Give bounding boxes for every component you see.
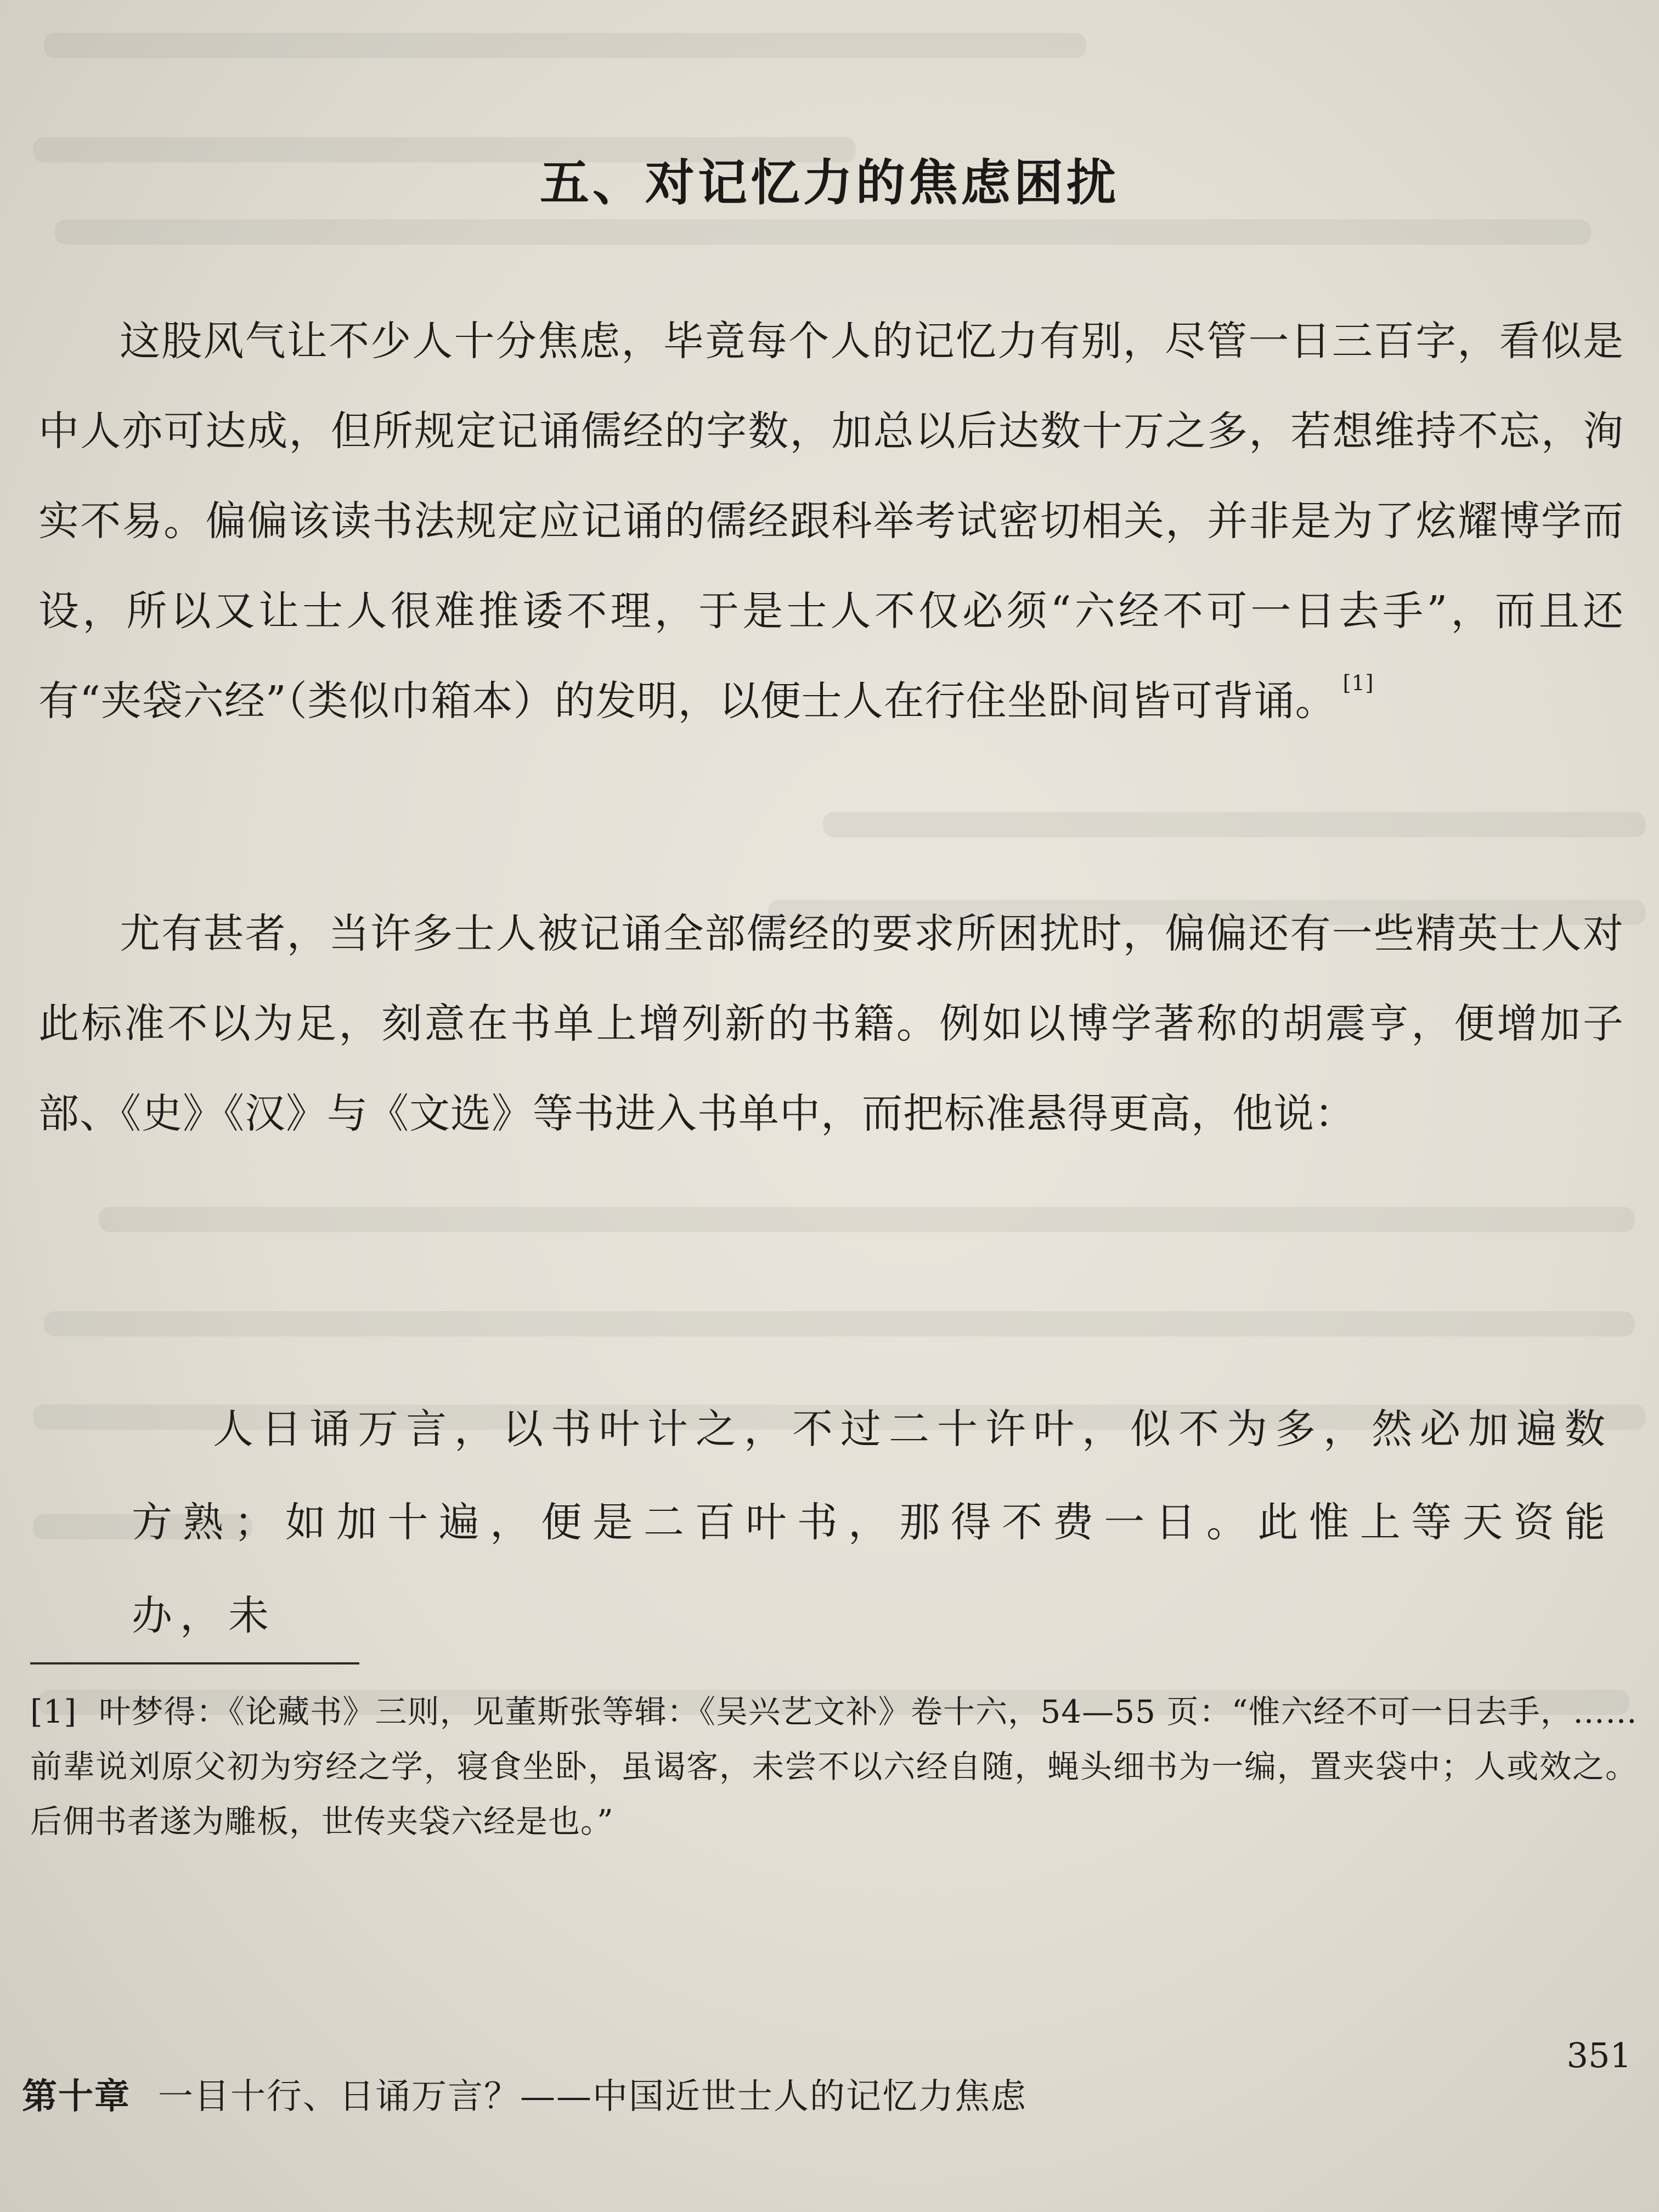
- footnote-text: 叶梦得：《论藏书》三则，见董斯张等辑：《吴兴艺文补》卷十六，54—55 页：“惟六经不可一日去手，……前辈说刘原父初为穷经之学，寝食坐卧，虽谒客，未尝不以六经自随，蝇头细书为一编，置夹袋中；人或效之。后佣书者遂为雕板，世传夹袋六经是也。”: [30, 1693, 1638, 1840]
- chapter-label: 第十章: [22, 2076, 131, 2117]
- footnote-number: [1]: [30, 1693, 77, 1730]
- section-title: 五、对记忆力的焦虑困扰: [540, 154, 1119, 212]
- page-number: 351: [1566, 2035, 1632, 2075]
- paragraph-1: [38, 296, 1624, 746]
- running-head: [22, 2068, 1027, 2119]
- chapter-title: 一目十行、日诵万言？——中国近世士人的记忆力焦虑: [158, 2076, 1027, 2117]
- block-quote: 人日诵万言，以书叶计之，不过二十许叶，似不为多，然必加遍数方熟；如加十遍，便是二百叶书，那得不费一日。此惟上等天资能办，未: [132, 1406, 1613, 1639]
- paragraph-1-text: 这股风气让不少人十分焦虑，毕竟每个人的记忆力有别，尽管一日三百字，看似是中人亦可达成，但所规定记诵儒经的字数，加总以后达数十万之多，若想维持不忘，洵实不易。偏偏该读书法规定应记诵的儒经跟科举考试密切相关，并非是为了炫耀博学而设，所以又让士人很难推诿不理，于是士人不仅必须“六经不可一日去手”，而且还有“夹袋六经”（类似巾箱本）的发明，以便士人在行住坐卧间皆可背诵。: [38, 318, 1624, 725]
- footnote-divider: [30, 1662, 359, 1664]
- paragraph-2: 尤有甚者，当许多士人被记诵全部儒经的要求所困扰时，偏偏还有一些精英士人对此标准不以为足，刻意在书单上增列新的书籍。例如以博学著称的胡震亨，便增加子部、《史》《汉》与《文选》等书进入书单中，而把标准悬得更高，他说：: [38, 910, 1624, 1137]
- footnote-reference[interactable]: [1]: [1342, 671, 1374, 695]
- footnote: [30, 1684, 1638, 1849]
